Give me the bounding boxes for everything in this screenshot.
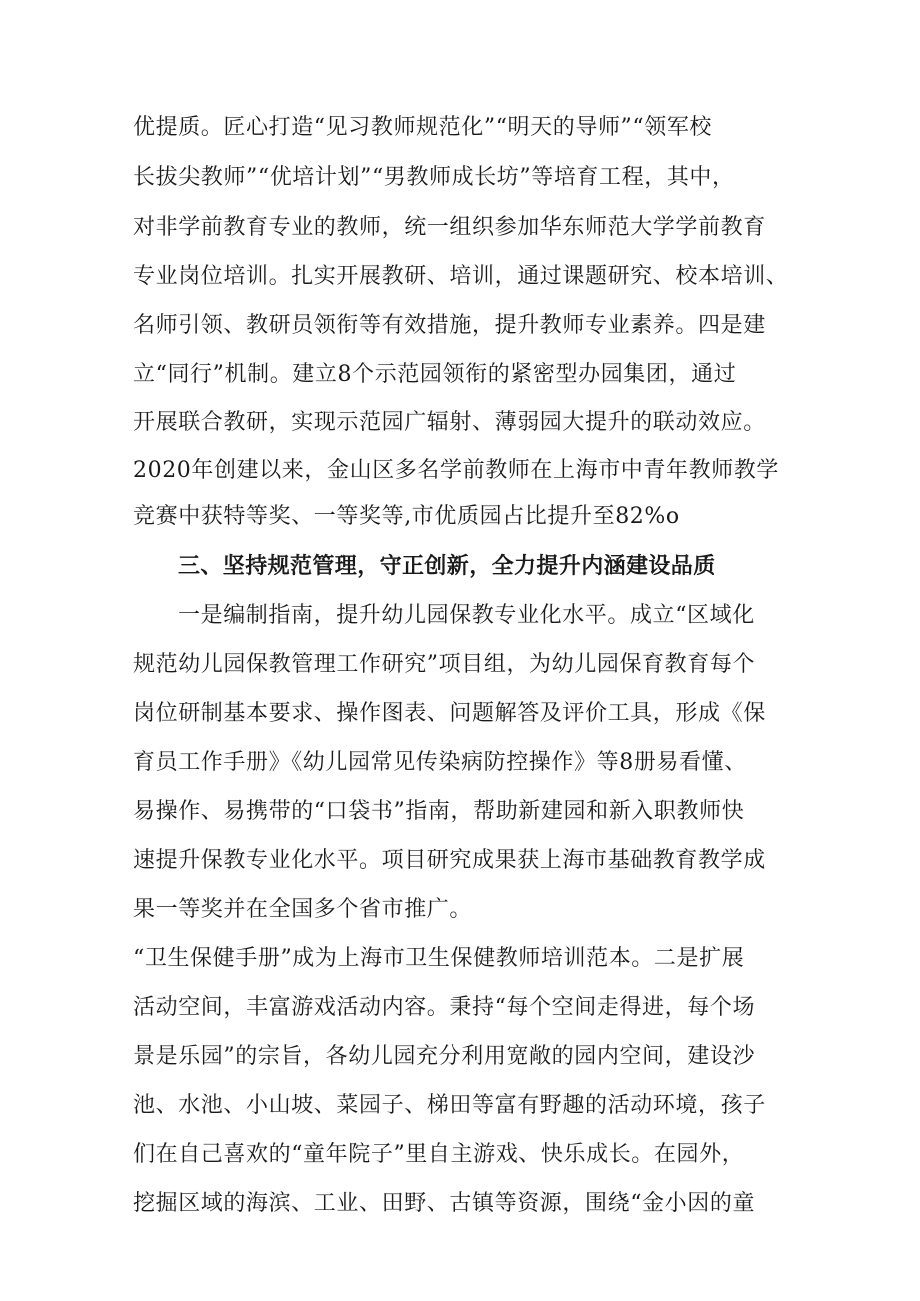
paragraph-2-line-5: 易操作、易携带的“口袋书”指南，帮助新建园和新入职教师快	[133, 799, 745, 824]
paragraph-2-line-1: 一是编制指南，提升幼儿园保教专业化水平。成立“区域化	[178, 603, 755, 628]
paragraph-2-line-6: 速提升保教专业化水平。项目研究成果获上海市基础教育教学成	[133, 848, 766, 873]
paragraph-2-line-7: 果一等奖并在全国多个省市推广。	[133, 897, 473, 922]
paragraph-3-line-3: 景是乐园”的宗旨，各幼儿园充分利用宽敞的园内空间，建设沙	[133, 1044, 756, 1069]
paragraph-1-line-4: 专业岗位培训。扎实开展教研、培训，通过课题研究、校本培训、	[133, 264, 789, 289]
paragraph-3-line-5: 们在自己喜欢的“童年院子”里自主游戏、快乐成长。在园外，	[133, 1142, 745, 1167]
paragraph-1-line-7: 开展联合教研，实现示范园广辐射、薄弱园大提升的联动效应。	[133, 410, 766, 435]
paragraph-2-line-2: 规范幼儿园保教管理工作研究”项目组，为幼儿园保育教育每个	[133, 652, 756, 677]
paragraph-1-line-9: 竞赛中获特等奖、一等奖等,市优质园占比提升至82%o	[133, 504, 680, 529]
paragraph-1-line-5: 名师引领、教研员领衔等有效措施，提升教师专业素养。四是建	[133, 313, 766, 338]
paragraph-1-line-1: 优提质。匠心打造“见习教师规范化”“明天的导师”“领军校	[133, 115, 713, 140]
paragraph-3-line-2: 活动空间，丰富游戏活动内容。秉持“每个空间走得进，每个场	[133, 995, 756, 1020]
paragraph-3-line-1: “卫生保健手册”成为上海市卫生保健教师培训范本。二是扩展	[133, 946, 745, 971]
paragraph-1-line-2: 长拔尖教师”“优培计划”“男教师成长坊”等培育工程，其中，	[133, 165, 735, 190]
paragraph-1-line-3: 对非学前教育专业的教师，统一组织参加华东师范大学学前教育	[133, 215, 766, 240]
paragraph-1-line-6: 立“同行”机制。建立8个示范园领衔的紧密型办园集团，通过	[133, 362, 737, 387]
paragraph-3-line-4: 池、水池、小山坡、菜园子、梯田等富有野趣的活动环境，孩子	[133, 1093, 766, 1118]
section-heading: 三、坚持规范管理，守正创新，全力提升内涵建设品质	[178, 554, 716, 579]
paragraph-2-line-3: 岗位研制基本要求、操作图表、问题解答及评价工具，形成《保	[133, 701, 766, 726]
paragraph-3-line-6: 挖掘区域的海滨、工业、田野、古镇等资源，围绕“金小因的童	[133, 1191, 756, 1216]
paragraph-2-line-4: 育员工作手册》《幼儿园常见传染病防控操作》等8册易看懂、	[133, 750, 747, 775]
paragraph-1-line-8: 2020年创建以来，金山区多名学前教师在上海市中青年教师教学	[133, 458, 779, 483]
